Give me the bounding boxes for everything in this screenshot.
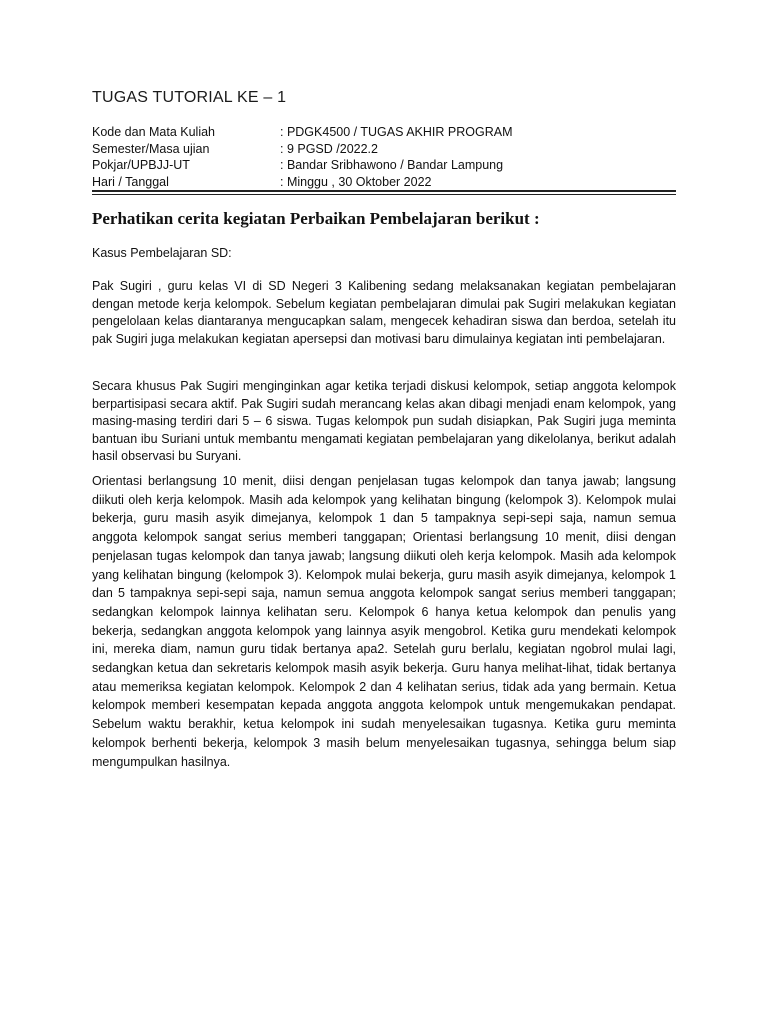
document-title: TUGAS TUTORIAL KE – 1 xyxy=(92,89,287,106)
paragraph-intro: Pak Sugiri , guru kelas VI di SD Negeri 3 Kalibening sedang melaksanakan kegiatan pembelajaran dengan metode kerja kelompok. Sebelum kegiatan pembelajaran dimulai pak Sugiri melakukan kegiatan pengelolaan kelas diantaranya mengucapkan salam, mengecek kehadiran siswa dan berdoa, setelah itu pak Sugiri juga melakukan kegiatan apersepsi dan motivasi baru dimulainya kegiatan inti pembelajaran. xyxy=(92,279,676,346)
meta-label: Semester/Masa ujian xyxy=(92,141,210,156)
meta-label: Hari / Tanggal xyxy=(92,174,169,189)
meta-value: : Bandar Sribhawono / Bandar Lampung xyxy=(280,158,504,172)
meta-row-course xyxy=(92,124,676,141)
paragraph-observation: Orientasi berlangsung 10 menit, diisi dengan penjelasan tugas kelompok dan tanya jawab; langsung diikuti oleh kerja kelompok. Masih ada kelompok yang kelihatan bingung (kelompok 3). Kelompok mulai bekerja, guru masih asyik dimejanya, kelompok 1 dan 5 tampaknya sepi-sepi saja, namun semua anggota kelompok sangat serius memberi tanggapan; Orientasi berlangsung 10 menit, diisi dengan penjelasan tugas kelompok dan tanya jawab; langsung diikuti oleh kerja kelompok. Masih ada kelompok yang kelihatan bingung (kelompok 3). Kelompok mulai bekerja, guru masih asyik dimejanya, kelompok 1 dan 5 tampaknya sepi-sepi saja, namun semua anggota kelompok sangat serius memberi tanggapan; sedangkan kelompok lainnya kelihatan seru. Kelompok 6 hanya ketua kelompok dan penulis yang bekerja, sedangkan anggota kelompok yang lainnya asyik mengobrol. Ketika guru mendekati kelompok ini, mereka diam, namun guru tidak bertanya apa2. Setelah guru berlalu, kegiatan ngobrol mulai lagi, sedangkan ketua dan sekretaris kelompok masih asyik bekerja. Guru hanya melihat-lihat, tidak bertanya atau memeriksa kegiatan kelompok. Kelompok 2 dan 4 kelihatan serius, tidak ada yang bermain. Ketua kelompok memberi kesempatan kepada anggota anggota kelompok untuk mengemukakan pendapat. Sebelum waktu berakhir, ketua kelompok ini sudah menyelesaikan tugasnya. Ketika guru meminta kelompok berhenti bekerja, kelompok 3 masih belum menyelesaikan tugasnya, sehingga belum siap mengumpulkan hasilnya. xyxy=(92,474,676,769)
meta-value: : Minggu , 30 Oktober 2022 xyxy=(280,174,432,189)
meta-row-pokjar xyxy=(92,157,676,174)
meta-label: Pokjar/UPBJJ-UT xyxy=(92,158,190,172)
course-info-table xyxy=(92,124,676,190)
meta-row-date xyxy=(92,174,676,191)
meta-row-semester xyxy=(92,141,676,158)
meta-label: Kode dan Mata Kuliah xyxy=(92,125,216,139)
header-divider-thick xyxy=(92,190,676,192)
header-divider-thin xyxy=(92,194,676,195)
section-heading: Perhatikan cerita kegiatan Perbaikan Pembelajaran berikut : xyxy=(92,209,540,228)
paragraph-group-plan: Secara khusus Pak Sugiri menginginkan agar ketika terjadi diskusi kelompok, setiap anggota kelompok berpartisipasi secara aktif. Pak Sugiri sudah merancang kelas akan dibagi menjadi enam kelompok, yang masing-masing terdiri dari 5 – 6 siswa. Tugas kelompok pun sudah disiapkan, Pak Sugiri juga meminta bantuan ibu Suriani untuk membantu mengamati kegiatan pembelajaran yang dikelolanya, berikut adalah hasil observasi bu Suryani. xyxy=(92,379,676,464)
meta-value: : 9 PGSD /2022.2 xyxy=(280,141,378,156)
meta-value: : PDGK4500 / TUGAS AKHIR PROGRAM xyxy=(280,125,513,139)
case-label: Kasus Pembelajaran SD: xyxy=(92,246,232,260)
